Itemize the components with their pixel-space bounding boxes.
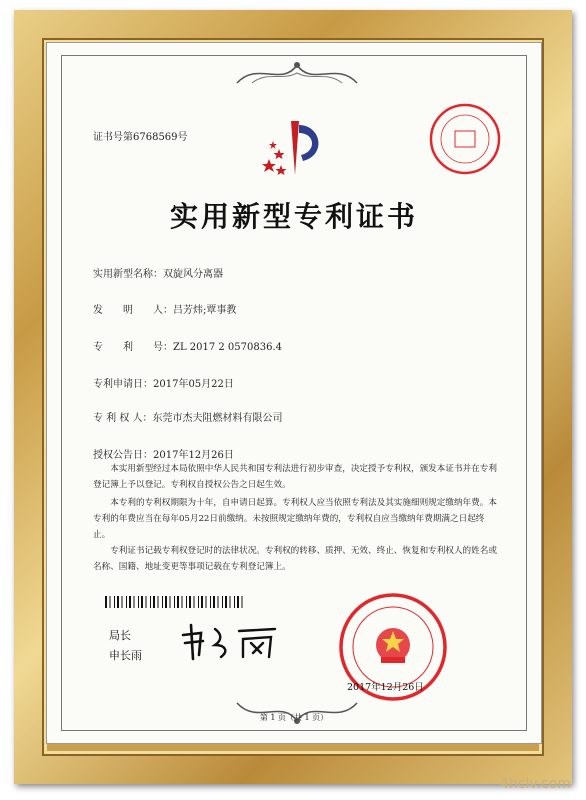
utility-model-name: 实用新型名称：双旋风分离器 (93, 269, 223, 280)
small-red-seal-icon (427, 101, 503, 177)
grant-date-field: 授权公告日：2017年12月26日 (93, 450, 234, 461)
certificate-number: 证书号第6768569号 (93, 132, 188, 143)
certificate-title: 实用新型专利证书 (169, 200, 418, 233)
site-watermark: 4hclv.com (500, 776, 571, 792)
legal-paragraph-3: 专利证书记载专利权登记时的法律状况。专利权的转移、质押、无效、终止、恢复和专利权人的姓名或名称、国籍、地址变更等事项记载在专利登记簿上。 (93, 546, 497, 572)
certificate-paper (46, 42, 542, 744)
director-title: 局长 (109, 629, 131, 642)
legal-paragraph-2: 本专利的专利权期限为十年，自申请日起算。专利权人应当依照专利法及其实施细则规定缴纳年费。本专利的年费应当在每年05月22日前缴纳。未按照规定缴纳年费的，专利权自应当缴纳年费期满之日起终止。 (93, 498, 497, 540)
top-ornament-icon (227, 57, 367, 91)
legal-paragraph-1: 本实用新型经过本局依照中华人民共和国专利法进行初步审查，决定授予专利权，颁发本证书并在专利登记簿上予以登记。专利权自授权公告之日起生效。 (93, 464, 497, 490)
handwritten-signature-icon (177, 621, 307, 661)
patent-number-field: 专 利 号：ZL 2017 2 0570836.4 (93, 342, 283, 353)
seal-date: 2017年12月26日 (347, 682, 424, 693)
director-name: 申长雨 (109, 649, 142, 662)
page-number: 第 1 页（共 1 页） (259, 713, 329, 722)
patentee-field: 专 利 权 人：东莞市杰夫阻燃材料有限公司 (93, 413, 283, 424)
filing-date-field: 专利申请日：2017年05月22日 (93, 379, 234, 390)
inventor-field: 发 明 人：吕芳炜;覃事教 (93, 305, 237, 316)
barcode-icon (105, 596, 243, 608)
sipo-logo-icon (255, 115, 335, 181)
